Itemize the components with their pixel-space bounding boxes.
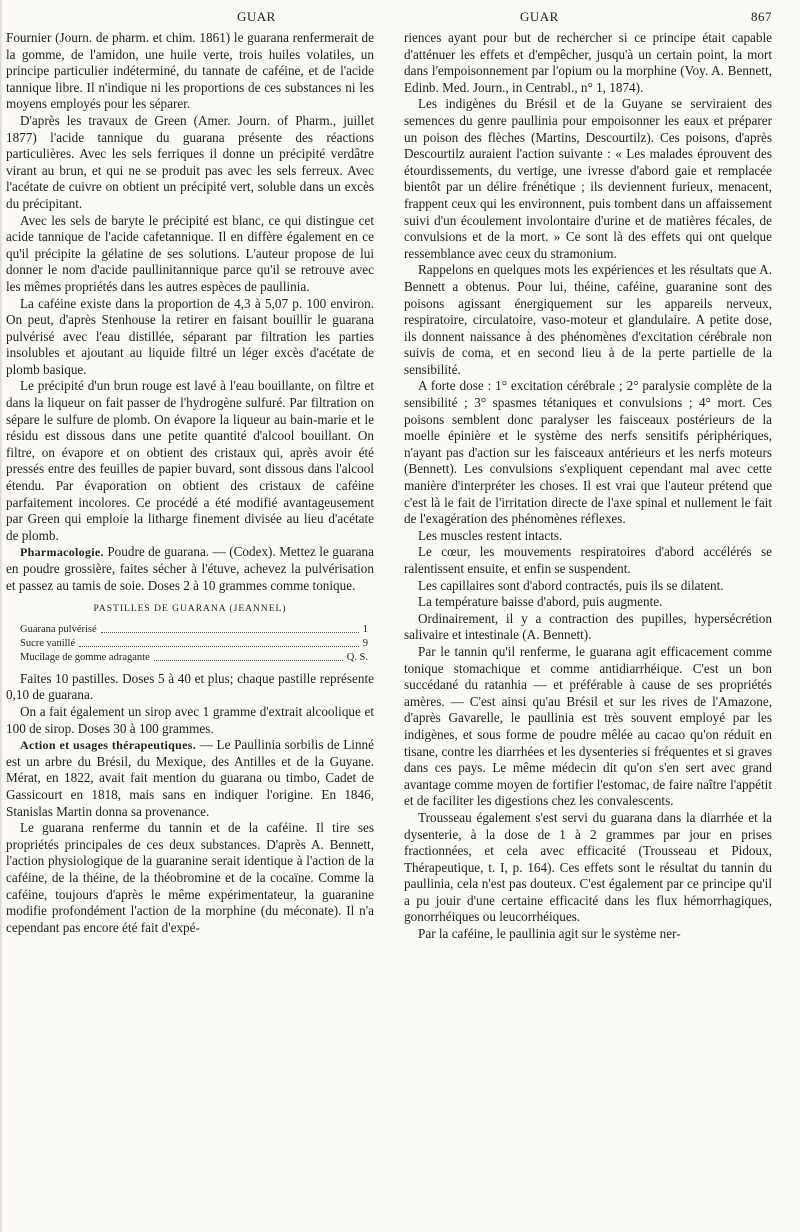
paragraph: Par la caféine, le paullinia agit sur le système ner- [418,926,681,942]
recipe-quantity: 9 [362,637,368,649]
dot-leader [101,623,359,633]
section-heading: Action et usages thérapeutiques. [20,738,197,753]
recipe-ingredient: Sucre vanillé [20,637,76,649]
paragraph [6,544,374,594]
paragraph: Les indigènes du Brésil et de la Guyane se serviraient des semences du genre paullinia pour empoisonner les eaux et préparer un poison des flèches (Martins, Descourtilz). Ces poisons, d'après Descourtilz auraient l'action suivante : « Les malades éprouvent des étourdissements, du vertige, une ivresse d'abord gaie et remplacée bientôt par un délire frénétique ; ils deviennent furieux, menacent, frappent ceux qui les environnent, puis tombent dans un affaissement suivi d'un écoulement involontaire d'urine et de matières fécales, de convulsions et de la mort. » Ce sont là des effets qui ont quelque ressemblance avec ceux du stramonium. [404,96,772,261]
paragraph-text: Poudre de guarana. — (Codex). Mettez le guarana en poudre grossière, faites sécher à l'étuve, achevez la pulvérisation et passez au tamis de soie. Doses 2 à 10 grammes comme tonique. [6,544,374,593]
paragraph: Avec les sels de baryte le précipité est blanc, ce qui distingue cet acide tannique de l'acide cafetannique. Il en diffère également en ce qu'il précipite la gélatine de ses solutions. L'auteur propose de lui donner le nom d'acide paullinitannique parce qu'il se retrouve avec les mêmes propriétés dans les autres espèces de paullinia. [6,212,374,294]
paragraph: A forte dose : 1° excitation cérébrale ; 2° paralysie complète de la sensibilité ; 3° spasmes tétaniques et convulsions ; 4° mort. Ces poisons semblent donc paralyser les faisceaux postérieurs de la moelle épinière et le système des nerfs sensitifs périphériques, n'ayant pas d'action sur les faisceaux antérieurs et les nerfs moteurs (Bennett). Les convulsions s'expliquent cependant mal avec cette manière d'interpréter les choses. Il est vrai que l'auteur prétend que c'est là le fait de l'irritation directe de l'axe spinal et nullement le fait de l'exagération des phénomènes réflexes. [404,378,772,527]
running-head-left: GUAR [237,9,276,24]
recipe-row [20,651,368,665]
scan-edge-shadow [0,0,3,1232]
paragraph: Le cœur, les mouvements respiratoires d'abord accélérés se ralentissent ensuite, et enfin se suspendent. [404,544,772,576]
recipe-quantity: Q. S. [346,651,368,663]
paragraph: Ordinairement, il y a contraction des pupilles, hypersécrétion salivaire et intestinale (A. Bennett). [404,610,772,643]
paragraph: La caféine existe dans la proportion de 4,3 à 5,07 p. 100 environ. On peut, d'après Stenhouse la retirer en faisant bouillir le guarana pulvérisé avec l'eau distillée, séparant par filtration les parties insolubles et ajoutant au liquide filtré un léger excès d'acétate de plomb basique. [6,295,374,377]
paragraph: On a fait également un sirop avec 1 gramme d'extrait alcoolique et 100 de sirop. Doses 30 à 100 grammes. [6,703,374,736]
paragraph: Rappelons en quelques mots les expériences et les résultats que A. Bennett a obtenus. Pour lui, théine, caféine, guaranine sont des poisons agissant énergiquement sur les appareils nerveux, respiratoire, circulatoire, vaso-moteur et glandulaire. A petite dose, ils donnent naissance à des phénomènes d'excitation cérébrale non suivis de coma, et en second lieu à de la perte partielle de la sensibilité. [404,262,772,377]
paragraph: Trousseau également s'est servi du guarana dans la diarrhée et la dysenterie, à la dose de 1 à 2 grammes par jour en prises fractionnées, et cela avec efficacité (Trousseau et Pidoux, Thérapeutique, t. I, p. 164). Ces effets sont le résultat du tannin du paullinia, cela n'est pas douteux. C'est également par ce principe qu'il a pu jouir d'une certaine efficacité dans les flux hémorrhagiques, gonorrhéiques ou leucorrhéiques. [404,809,772,925]
left-column [6,30,374,936]
right-column [404,30,772,943]
paragraph [6,737,374,820]
page-header [0,4,800,28]
recipe-title: PASTILLES DE GUARANA (JEANNEL) [93,604,287,615]
paragraph: Les muscles restent intacts. [418,527,563,543]
paragraph: Le guarana renferme du tannin et de la caféine. Il tire ses propriétés principales de ces deux substances. D'après A. Bennett, l'action physiologique de la guaranine serait identique à l'action de la caféine, de la théine, de la théobromine et de la cocaïne. Comme la caféine, toujours d'après le même expérimentateur, la guaranine modifie profondément l'action de la morphine (du méconate). Il n'a cependant pas encore été fait d'expé- [6,820,374,935]
paragraph: Fournier (Journ. de pharm. et chim. 1861) le guarana renfermerait de la gomme, de l'amidon, une huile verte, trois huiles volatiles, un principe particulier indéterminé, du tannate de caféine, et de l'acide tannique libre. Il n'indique ni les proportions de ces substances ni les moyens employés pour les séparer. [6,30,374,112]
dot-leader [79,637,359,647]
paragraph: Les capillaires sont d'abord contractés, puis ils se dilatent. [418,577,724,593]
paragraph: riences ayant pour but de rechercher si ce principe était capable d'atténuer les effets et d'empêcher, jusqu'à un certain point, la mort dans l'empoisonnement par l'opium ou la morphine (Voy. A. Bennett, Edinb. Med. Journ., in Centrabl., n° 1, 1874). [404,30,772,95]
section-heading: Pharmacologie. [20,545,104,560]
paragraph: La température baisse d'abord, puis augmente. [418,594,663,610]
paragraph: Le précipité d'un brun rouge est lavé à l'eau bouillante, on filtre et dans la liqueur on fait passer de l'hydrogène sulfuré. Par filtration on sépare le sulfure de plomb. On évapore la liqueur au bain-marie et le résidu est dissous dans une petite quantité d'alcool bouillant. On filtre, on évapore et on obtient des cristaux qui, après avoir été pressés entre des feuilles de papier buvard, sont dissous dans l'alcool étendu. Par évaporation on obtient des cristaux de caféine parfaitement incolores. Ce procédé a été modifié avantageusement par Green qui emploie la litharge finement divisée au lieu d'acétate de plomb. [6,378,374,543]
paragraph: Par le tannin qu'il renferme, le guarana agit efficacement comme tonique stomachique et comme antidiarrhéique. C'est un bon succédané du ratanhia — et préférable à cause de ses propriétés amères. — C'est ainsi qu'au Brésil et sur les rives de l'Amazone, d'après Gavarelle, le paullinia est très souvent employé par les indigènes, et sous forme de poudre mêlée au cacao qu'on réduit en tisane, contre les diarrhées et les dysenteries si fréquentes et si graves dans ces pays. Le même médecin dit qu'on s'en sert avec grand avantage comme moyen de fortifier l'estomac, de faire naître l'appétit et de faciliter les digestions chez les convalescents. [404,643,772,809]
recipe-quantity: 1 [362,623,368,635]
paragraph: D'après les travaux de Green (Amer. Journ. of Pharm., juillet 1877) l'acide tannique du guarana présente des réactions particulières. Avec les sels ferriques il donne un précipité verdâtre virant au brun, et qui ne se produit pas avec les sels ferreux. Avec l'acétate de cuivre on obtient un précipité vert, soluble dans un excès du précipitant. [6,112,374,211]
paragraph-text: — Le Paullinia sorbilis de Linné est un arbre du Brésil, du Mexique, des Antilles et de la Guyane. Mérat, en 1822, avait fait mention du guarana ou timbo, Cadet de Gassicourt en 1818, mais sans en indiquer l'origine. En 1846, Stanislas Martin donna sa provenance. [6,737,374,819]
recipe-ingredient: Mucilage de gomme adragante [20,651,150,663]
recipe-list [20,623,368,665]
paragraph: Faites 10 pastilles. Doses 5 à 40 et plus; chaque pastille représente 0,10 de guarana. [6,670,374,703]
recipe-row [20,637,368,651]
recipe-ingredient: Guarana pulvérisé [20,623,97,635]
running-head-right: GUAR [520,9,559,24]
dot-leader [154,651,343,661]
page-number: 867 [751,9,772,24]
recipe-row [20,623,368,637]
